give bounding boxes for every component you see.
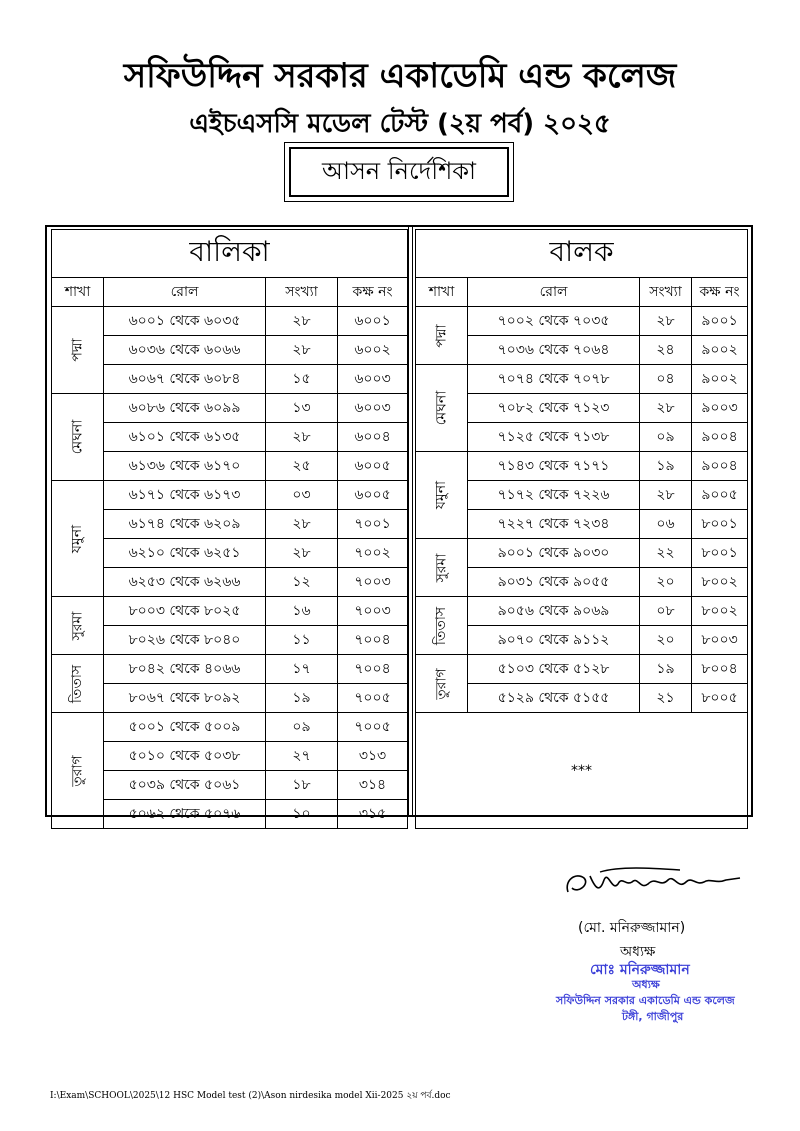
count-cell: ২৭ [266, 742, 338, 771]
branch-label: মেঘনা [69, 419, 86, 455]
branch-cell [52, 394, 104, 481]
room-cell: ৯০০৪ [692, 452, 748, 481]
room-cell: ৮০০৩ [692, 626, 748, 655]
count-cell: ১০ [266, 800, 338, 829]
seat-plan-title-box [284, 142, 514, 202]
room-cell: ৯০০৪ [692, 423, 748, 452]
count-cell: ২৫ [266, 452, 338, 481]
col-room: কক্ষ নং [692, 278, 748, 307]
branch-cell [416, 597, 468, 655]
table-row [416, 655, 748, 684]
table-row [52, 713, 408, 742]
table-row [52, 626, 408, 655]
table-row [416, 539, 748, 568]
roll-range-cell: ৫০০১ থেকে ৫০০৯ [104, 713, 266, 742]
room-cell: ৯০০১ [692, 307, 748, 336]
room-cell: ৮০০২ [692, 568, 748, 597]
roll-range-cell: ৬১৭১ থেকে ৬১৭৩ [104, 481, 266, 510]
roll-range-cell: ৬০৬৭ থেকে ৬০৮৪ [104, 365, 266, 394]
girls-table [51, 229, 408, 829]
branch-label: মেঘনা [433, 390, 450, 426]
stamp-name: মোঃ মনিরুজ্জামান [590, 962, 690, 978]
table-row [52, 800, 408, 829]
roll-range-cell: ৮০২৬ থেকে ৮০৪০ [104, 626, 266, 655]
count-cell: ১৬ [266, 597, 338, 626]
room-cell: ৯০০২ [692, 336, 748, 365]
table-row [416, 597, 748, 626]
table-row [52, 394, 408, 423]
table-row [52, 539, 408, 568]
count-cell: ২২ [640, 539, 692, 568]
branch-cell [416, 307, 468, 365]
room-cell: ৮০০৫ [692, 684, 748, 713]
count-cell: ১১ [266, 626, 338, 655]
count-cell: ১৫ [266, 365, 338, 394]
count-cell: ১২ [266, 568, 338, 597]
roll-range-cell: ৯০৭০ থেকে ৯১১২ [468, 626, 640, 655]
count-cell: ২৮ [266, 510, 338, 539]
room-cell: ৯০০২ [692, 365, 748, 394]
room-cell: ৭০০১ [338, 510, 408, 539]
table-row [52, 307, 408, 336]
count-cell: ১৯ [640, 655, 692, 684]
room-cell: ৮০০১ [692, 510, 748, 539]
principal-designation: অধ্যক্ষ [620, 944, 656, 960]
branch-cell [416, 452, 468, 539]
roll-range-cell: ৫০৩৯ থেকে ৫০৬১ [104, 771, 266, 800]
seat-plan-title: আসন নির্দেশিকা [289, 147, 509, 197]
count-cell: ২১ [640, 684, 692, 713]
roll-range-cell: ৬১০১ থেকে ৬১৩৫ [104, 423, 266, 452]
branch-cell [52, 481, 104, 597]
table-row [52, 684, 408, 713]
roll-range-cell: ৭২২৭ থেকে ৭২৩৪ [468, 510, 640, 539]
girls-heading: বালিকা [52, 230, 408, 278]
count-cell: ২৮ [266, 423, 338, 452]
branch-cell [416, 539, 468, 597]
room-cell: ৮০০২ [692, 597, 748, 626]
col-branch: শাখা [416, 278, 468, 307]
roll-range-cell: ৮০৬৭ থেকে ৮০৯২ [104, 684, 266, 713]
room-cell: ৩১৪ [338, 771, 408, 800]
room-cell: ৬০০১ [338, 307, 408, 336]
room-cell: ৩১৩ [338, 742, 408, 771]
stamp-designation: অধ্যক্ষ [632, 978, 660, 991]
roll-range-cell: ৬০০১ থেকে ৬০৩৫ [104, 307, 266, 336]
branch-cell [52, 655, 104, 713]
room-cell: ৬০০৩ [338, 394, 408, 423]
branch-label: সুরমা [69, 611, 86, 640]
seat-plan-frame [45, 225, 753, 822]
roll-range-cell: ৮০০৩ থেকে ৮০২৫ [104, 597, 266, 626]
table-row [416, 452, 748, 481]
count-cell: ২৮ [640, 394, 692, 423]
room-cell: ৭০০৫ [338, 713, 408, 742]
table-row [52, 481, 408, 510]
count-cell: ০৯ [266, 713, 338, 742]
branch-cell [416, 365, 468, 452]
branch-label: তুরাগ [433, 667, 450, 700]
count-cell: ০৮ [640, 597, 692, 626]
roll-range-cell: ৬১৭৪ থেকে ৬২০৯ [104, 510, 266, 539]
branch-label: তিতাস [433, 606, 450, 645]
filler-cell: *** [416, 713, 748, 829]
file-path-footer: I:\Exam\SCHOOL\2025\12 HSC Model test (2)\Ason nirdesika model Xii-2025 ২য় পর্ব.doc [50, 1091, 451, 1101]
room-cell: ৬০০৫ [338, 452, 408, 481]
institution-title: সফিউদ্দিন সরকার একাডেমি এন্ড কলেজ [123, 56, 677, 96]
count-cell: ১৮ [266, 771, 338, 800]
table-row [52, 568, 408, 597]
count-cell: ২৮ [266, 336, 338, 365]
roll-range-cell: ৭১৪৩ থেকে ৭১৭১ [468, 452, 640, 481]
col-branch: শাখা [52, 278, 104, 307]
filler-row [416, 713, 748, 829]
room-cell: ৯০০৫ [692, 481, 748, 510]
roll-range-cell: ৭০৭৪ থেকে ৭০৭৮ [468, 365, 640, 394]
principal-name: (মো. মনিরুজ্জামান) [578, 920, 686, 936]
room-cell: ৭০০২ [338, 539, 408, 568]
count-cell: ১৯ [640, 452, 692, 481]
roll-range-cell: ৯০৫৬ থেকে ৯০৬৯ [468, 597, 640, 626]
room-cell: ৭০০৫ [338, 684, 408, 713]
roll-range-cell: ৫১২৯ থেকে ৫১৫৫ [468, 684, 640, 713]
table-row [416, 365, 748, 394]
exam-title: এইচএসসি মডেল টেস্ট (২য় পর্ব) ২০২৫ [189, 109, 611, 139]
count-cell: ০৩ [266, 481, 338, 510]
room-cell: ৮০০১ [692, 539, 748, 568]
count-cell: ২০ [640, 568, 692, 597]
table-row [52, 510, 408, 539]
count-cell: ২৮ [640, 307, 692, 336]
count-cell: ০৬ [640, 510, 692, 539]
room-cell: ৬০০২ [338, 336, 408, 365]
count-cell: ২০ [640, 626, 692, 655]
count-cell: ০৪ [640, 365, 692, 394]
principal-signature [560, 862, 745, 906]
room-cell: ৬০০৫ [338, 481, 408, 510]
branch-label: পদ্মা [433, 323, 450, 348]
table-row [52, 597, 408, 626]
table-row [52, 336, 408, 365]
count-cell: ২৮ [266, 539, 338, 568]
room-cell: ৩১৫ [338, 800, 408, 829]
table-row [52, 655, 408, 684]
roll-range-cell: ৭১৭২ থেকে ৭২২৬ [468, 481, 640, 510]
table-row [52, 771, 408, 800]
room-cell: ৬০০৩ [338, 365, 408, 394]
roll-range-cell: ৮০৪২ থেকে ৪০৬৬ [104, 655, 266, 684]
stamp-location: টঙ্গী, গাজীপুর [622, 1010, 684, 1023]
roll-range-cell: ৬০৩৬ থেকে ৬০৬৬ [104, 336, 266, 365]
count-cell: ১৯ [266, 684, 338, 713]
roll-range-cell: ৬২১০ থেকে ৬২৫১ [104, 539, 266, 568]
roll-range-cell: ৭১২৫ থেকে ৭১৩৮ [468, 423, 640, 452]
branch-cell [52, 597, 104, 655]
room-cell: ৯০০৩ [692, 394, 748, 423]
roll-range-cell: ৭০০২ থেকে ৭০৩৫ [468, 307, 640, 336]
roll-range-cell: ৯০৩১ থেকে ৯০৫৫ [468, 568, 640, 597]
table-row [52, 423, 408, 452]
branch-cell [416, 655, 468, 713]
col-count: সংখ্যা [266, 278, 338, 307]
boys-table [415, 229, 748, 829]
table-row [52, 365, 408, 394]
branch-label: তুরাগ [69, 754, 86, 787]
count-cell: ০৯ [640, 423, 692, 452]
count-cell: ১৩ [266, 394, 338, 423]
stamp-institution: সফিউদ্দিন সরকার একাডেমি এন্ড কলেজ [556, 994, 735, 1007]
col-room: কক্ষ নং [338, 278, 408, 307]
branch-label: যমুনা [69, 524, 86, 553]
roll-range-cell: ৫০৬২ থেকে ৫০৭৬ [104, 800, 266, 829]
count-cell: ২৮ [640, 481, 692, 510]
table-row [416, 307, 748, 336]
count-cell: ১৭ [266, 655, 338, 684]
roll-range-cell: ৬১৩৬ থেকে ৬১৭০ [104, 452, 266, 481]
branch-label: যমুনা [433, 480, 450, 510]
col-count: সংখ্যা [640, 278, 692, 307]
col-roll: রোল [104, 278, 266, 307]
room-cell: ৭০০৪ [338, 655, 408, 684]
roll-range-cell: ৫০১০ থেকে ৫০৩৮ [104, 742, 266, 771]
table-row [52, 452, 408, 481]
table-row [52, 742, 408, 771]
branch-cell [52, 307, 104, 394]
branch-label: সুরমা [433, 553, 450, 582]
count-cell: ২৮ [266, 307, 338, 336]
roll-range-cell: ৭০৮২ থেকে ৭১২৩ [468, 394, 640, 423]
branch-label: তিতাস [69, 664, 86, 703]
branch-cell [52, 713, 104, 829]
roll-range-cell: ৬০৮৬ থেকে ৬০৯৯ [104, 394, 266, 423]
room-cell: ৭০০৩ [338, 597, 408, 626]
room-cell: ৭০০৩ [338, 568, 408, 597]
branch-label: পদ্মা [69, 338, 86, 362]
roll-range-cell: ৭০৩৬ থেকে ৭০৬৪ [468, 336, 640, 365]
room-cell: ৮০০৪ [692, 655, 748, 684]
roll-range-cell: ৬২৫৩ থেকে ৬২৬৬ [104, 568, 266, 597]
roll-range-cell: ৫১০৩ থেকে ৫১২৮ [468, 655, 640, 684]
col-roll: রোল [468, 278, 640, 307]
table-separator [408, 227, 413, 815]
roll-range-cell: ৯০০১ থেকে ৯০৩০ [468, 539, 640, 568]
boys-heading: বালক [416, 230, 748, 278]
room-cell: ৭০০৪ [338, 626, 408, 655]
room-cell: ৬০০৪ [338, 423, 408, 452]
count-cell: ২৪ [640, 336, 692, 365]
